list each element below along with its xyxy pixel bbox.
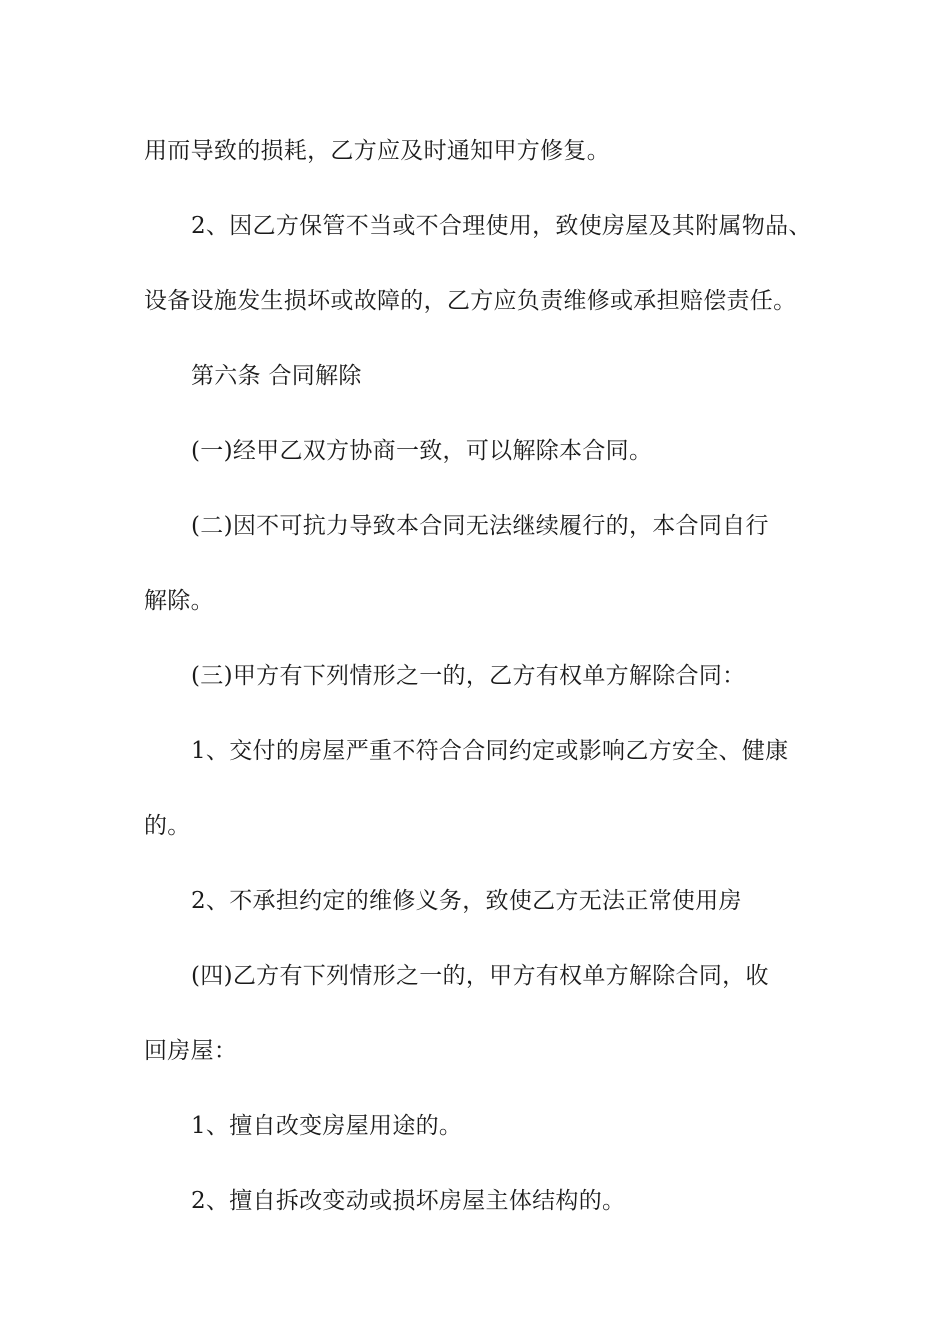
text-line-6: (二)因不可抗力导致本合同无法继续履行的，本合同自行 [191,513,769,539]
text-line-9: 1、交付的房屋严重不符合合同约定或影响乙方安全、健康 [191,738,789,764]
text-line-1: 用而导致的损耗，乙方应及时通知甲方修复。 [144,138,610,164]
section-heading: 第六条 合同解除 [191,363,362,389]
text-line-15: 2、擅自拆改变动或损坏房屋主体结构的。 [191,1188,626,1214]
text-line-13: 回房屋： [144,1038,238,1064]
text-line-11: 2、不承担约定的维修义务，致使乙方无法正常使用房 [191,888,742,914]
text-line-14: 1、擅自改变房屋用途的。 [191,1113,463,1139]
text-line-3: 设备设施发生损坏或故障的，乙方应负责维修或承担赔偿责任。 [144,288,797,314]
text-line-10: 的。 [144,813,191,839]
text-line-5: (一)经甲乙双方协商一致，可以解除本合同。 [191,438,653,464]
text-line-12: (四)乙方有下列情形之一的，甲方有权单方解除合同，收 [191,963,769,989]
text-line-8: (三)甲方有下列情形之一的，乙方有权单方解除合同： [191,663,746,689]
text-line-7: 解除。 [144,588,214,614]
text-line-2: 2、因乙方保管不当或不合理使用，致使房屋及其附属物品、 [191,213,812,239]
